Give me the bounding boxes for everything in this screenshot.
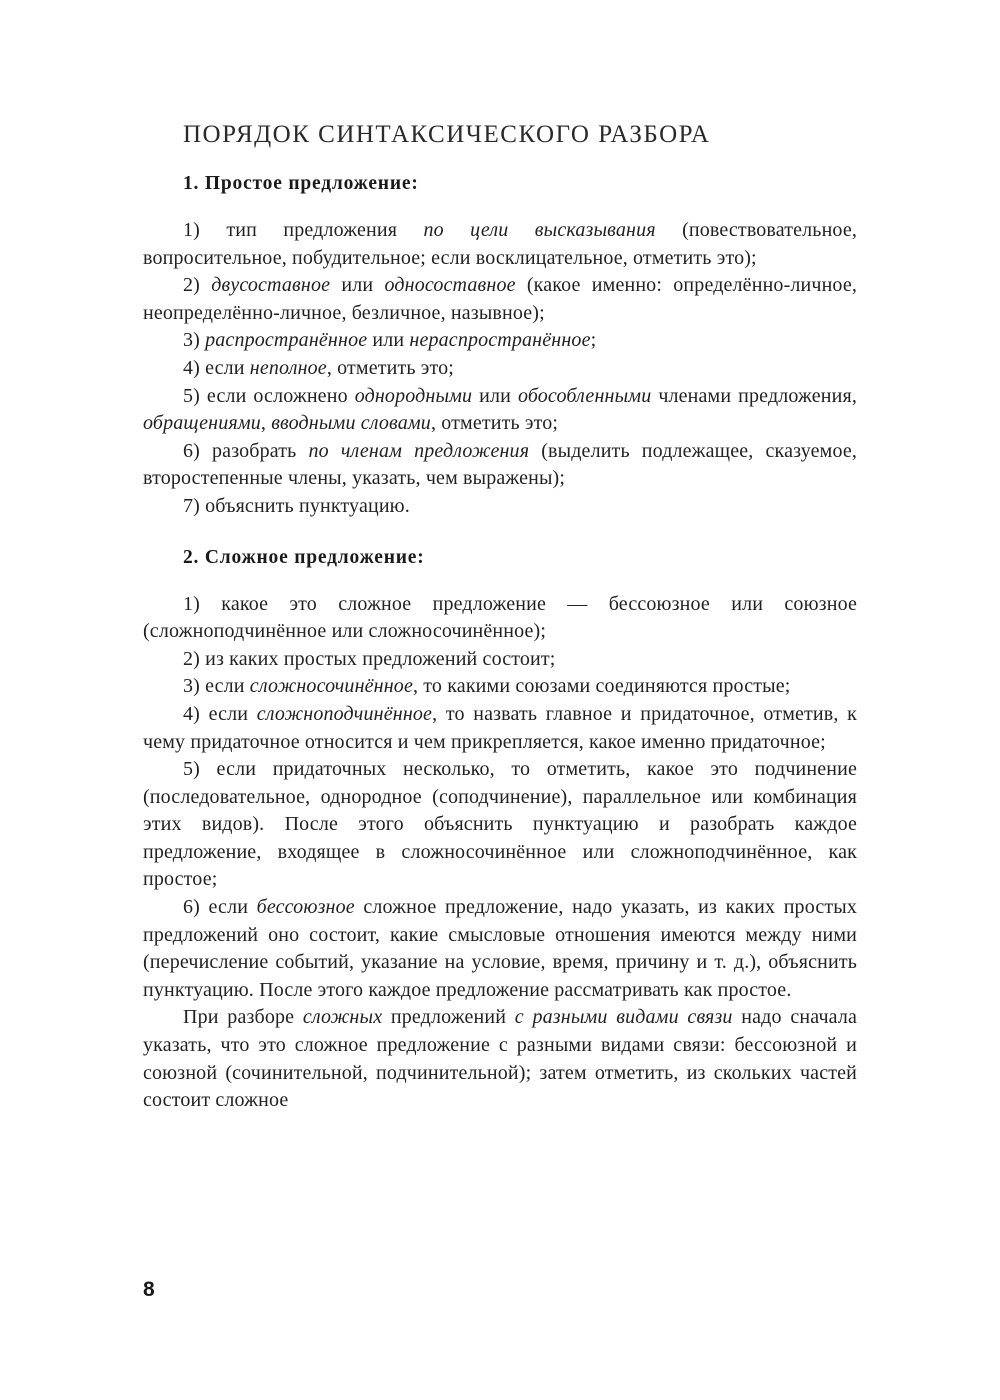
- emphasized-term: сложных: [302, 1006, 383, 1029]
- emphasized-term: нераспространённое: [409, 329, 591, 352]
- emphasized-term: вводными словами: [271, 412, 431, 435]
- emphasized-term: обращениями: [143, 412, 261, 435]
- emphasized-term: с разными видами связи: [514, 1006, 733, 1029]
- list-item: 3) если сложносочинённое, то какими союзами соединяются простые;: [183, 675, 791, 698]
- simple-sentence-items: [143, 217, 857, 521]
- emphasized-term: обособленными: [517, 384, 652, 407]
- list-item: 4) если сложноподчинённое, то назвать главное и придаточное, отметив, к чему придаточное относится и чем прикрепляется, какое именно придаточное;: [143, 702, 858, 753]
- emphasized-term: по членам предложения: [308, 439, 530, 462]
- list-item: 3) распространённое или нераспространённое;: [183, 329, 597, 352]
- emphasized-term: бессоюзное: [256, 896, 355, 919]
- list-item: 6) если бессоюзное сложное предложение, надо указать, из каких простых предложений оно состоит, какие смысловые отношения имеются между ними (перечисление событий, указание на условие, время, причину и т. д.), объяснить пунктуацию. После этого каждое предложение рассматривать как простое.: [143, 896, 858, 1001]
- list-item: 6) разобрать по членам предложения (выделить подлежащее, сказуемое, второстепенные члены, указать, чем выражены);: [143, 439, 858, 490]
- emphasized-term: по цели высказывания: [423, 219, 656, 241]
- emphasized-term: неполное: [249, 356, 327, 379]
- list-item: 2) из каких простых предложений состоит;: [183, 647, 556, 670]
- emphasized-term: односоставное: [384, 274, 516, 297]
- emphasized-term: распространённое: [205, 329, 368, 352]
- emphasized-term: сложноподчинённое: [256, 702, 433, 725]
- list-item: 4) если неполное, отметить это;: [183, 356, 455, 379]
- page-number: 8: [143, 1278, 155, 1301]
- list-item: 1) тип предложения по цели высказывания (повествовательное, вопросительное, побудительное; если восклицательное, отметить это);: [143, 219, 858, 269]
- page-title: ПОРЯДОК СИНТАКСИЧЕСКОГО РАЗБОРА: [183, 121, 711, 148]
- list-item: 7) объяснить пунктуацию.: [183, 494, 410, 517]
- complex-sentence-items: [143, 591, 857, 1115]
- list-item: 2) двусоставное или односоставное (какое именно: определённо-личное, неопределённо-личное, безличное, назывное);: [143, 274, 857, 324]
- list-item: 1) какое это сложное предложение — бессоюзное или союзное (сложноподчинённое или сложносочинённое);: [143, 592, 857, 643]
- section-heading-complex: 2. Сложное предложение:: [183, 546, 425, 568]
- section-heading-simple: 1. Простое предложение:: [183, 173, 419, 194]
- emphasized-term: двусоставное: [211, 274, 331, 297]
- list-item: 5) если придаточных несколько, то отметить, какое это подчинение (последовательное, однородное (соподчинение), параллельное или комбинация этих видов). После этого объяснить пунктуацию и разобрать каждое предложение, входящее в сложносочинённое или сложноподчинённое, как простое;: [143, 758, 857, 891]
- page-body: [143, 118, 857, 1115]
- list-item: При разборе сложных предложений с разными видами связи надо сначала указать, что это сложное предложение с разными видами связи: бессоюзной и союзной (сочинительной, подчинительной); затем отметить, из скольких частей состоит сложное: [143, 1006, 858, 1112]
- emphasized-term: сложносочинённое: [249, 675, 413, 698]
- list-item: 5) если осложнено однородными или обособленными членами предложения, обращениями, вводными словами, отметить это;: [143, 384, 857, 435]
- emphasized-term: однородными: [354, 384, 473, 407]
